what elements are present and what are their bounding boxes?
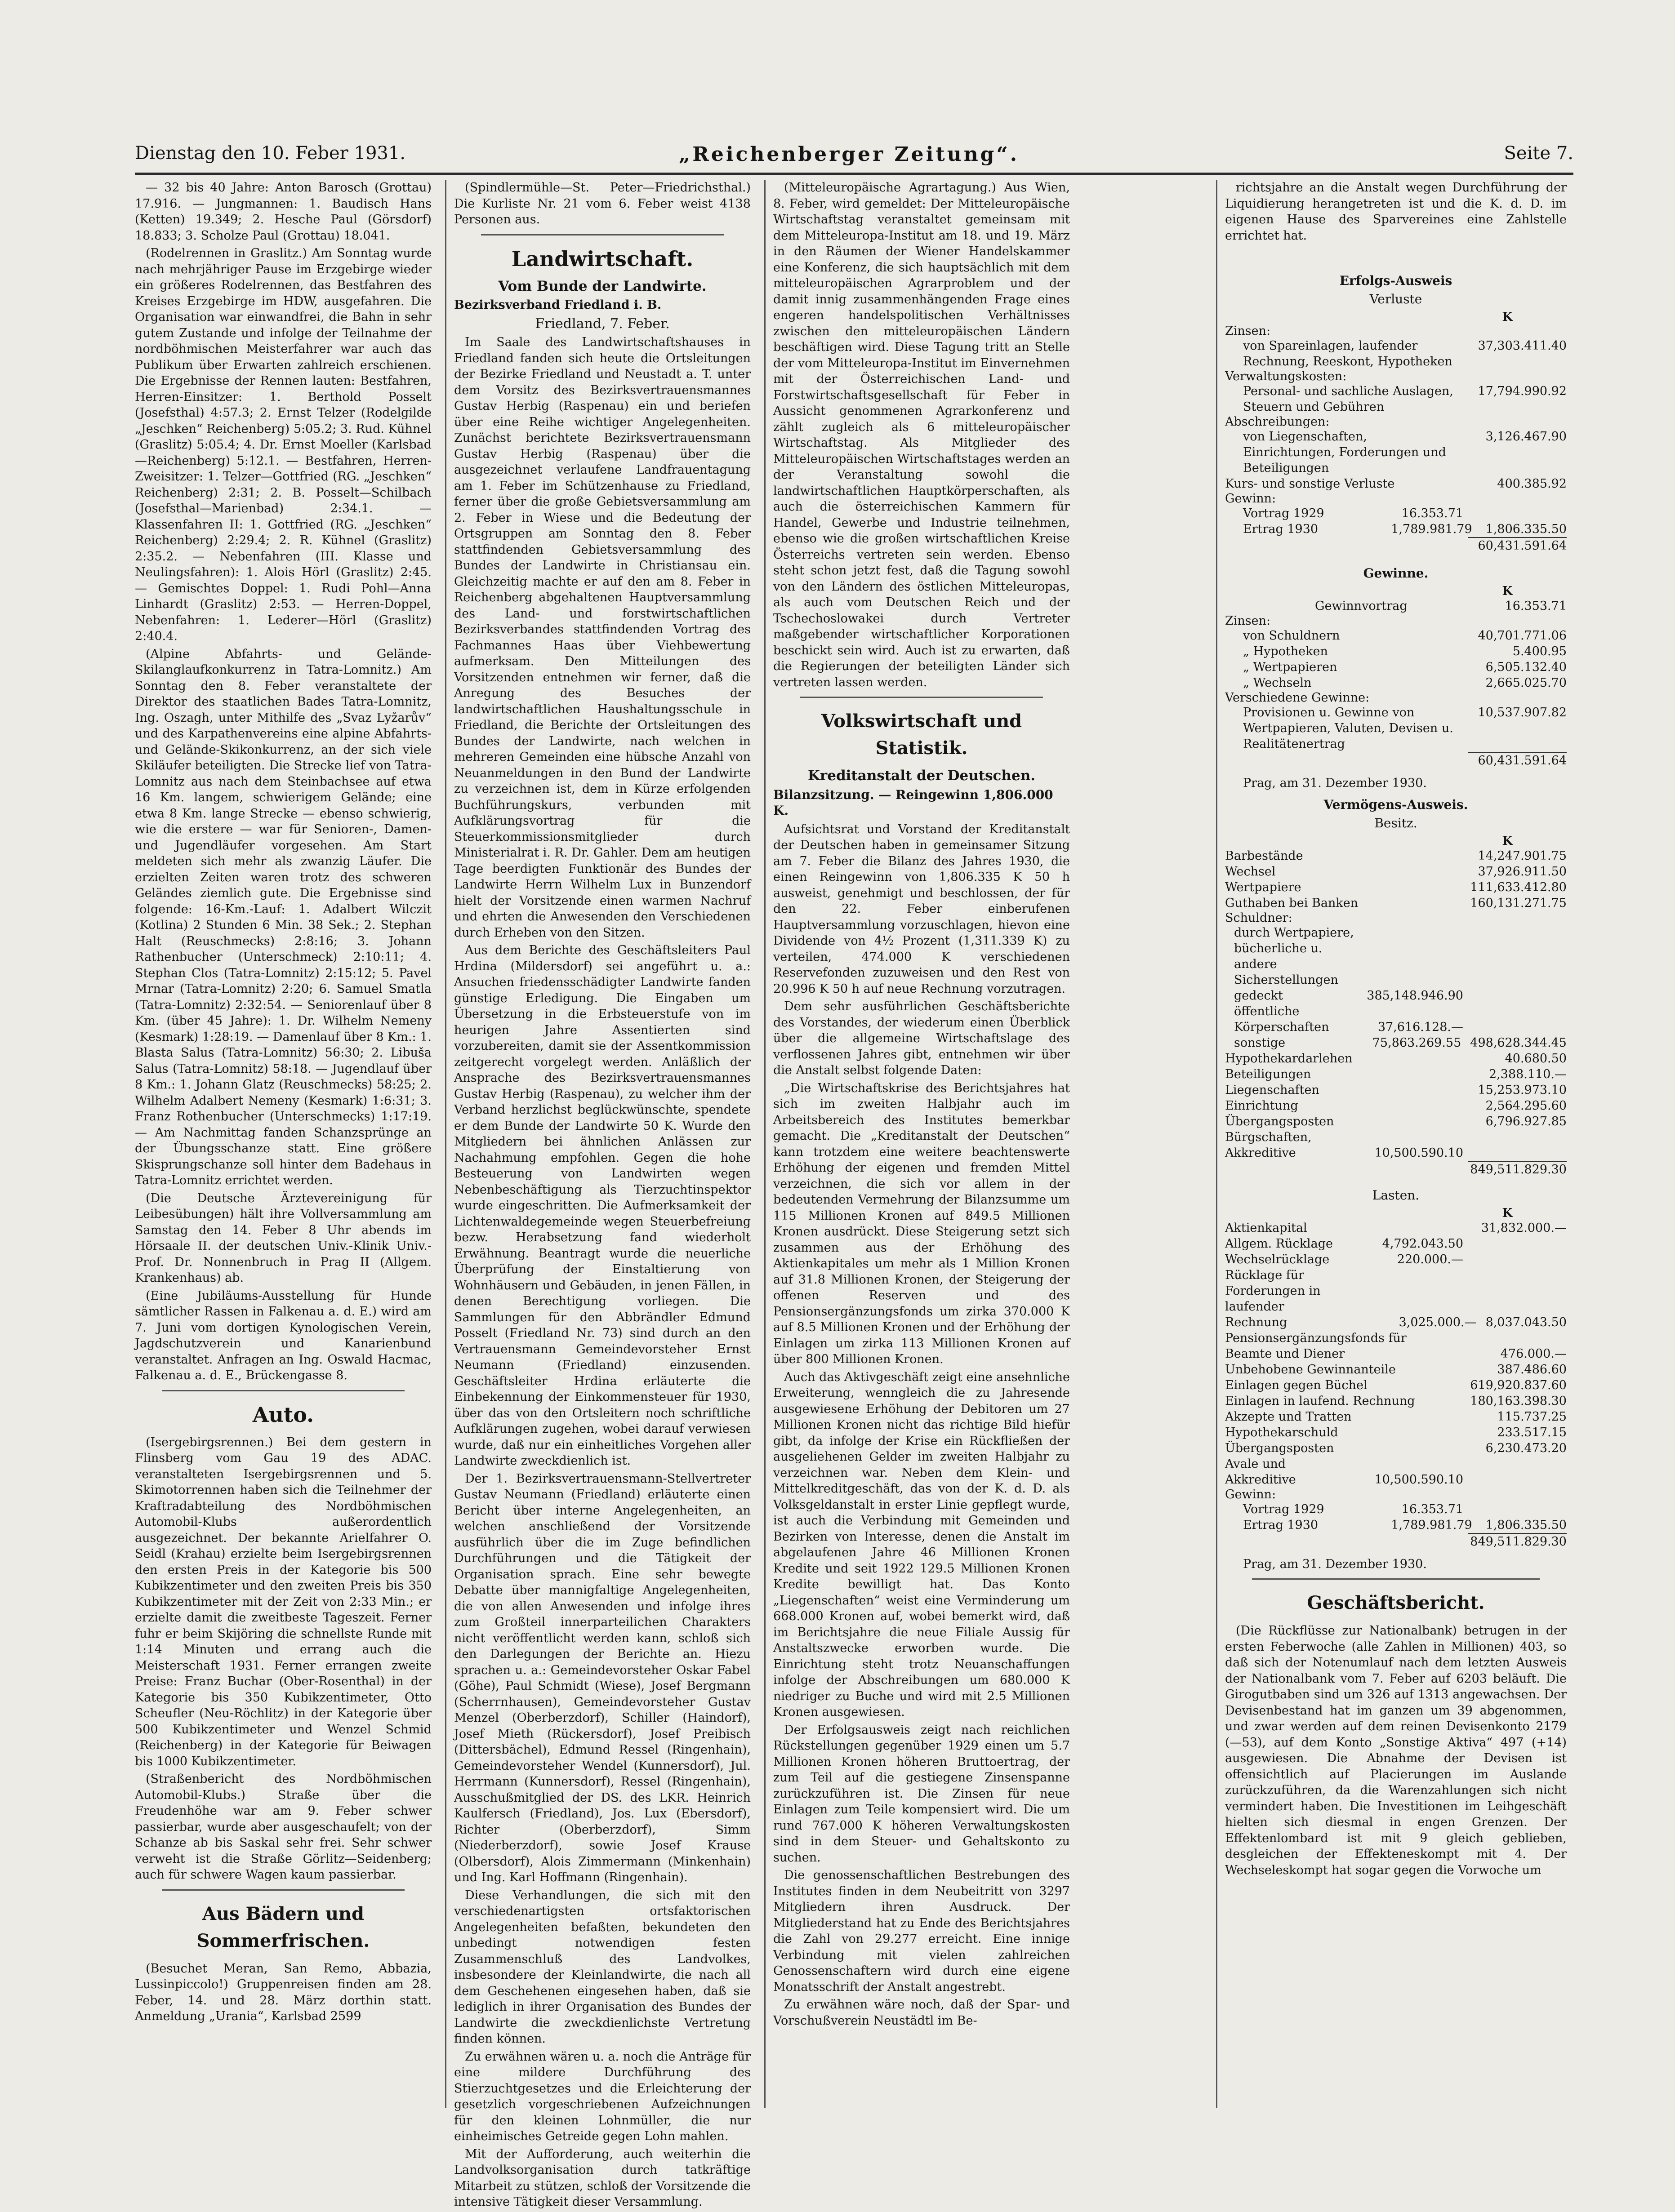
article-text: Zu erwähnen wäre noch, daß der Spar- und Vorschußverein Neustädtl im Be- xyxy=(773,1998,1070,2028)
section-heading-baeder: Aus Bädern und Sommerfrischen. xyxy=(196,1903,370,1951)
article-text: Im Saale des Landwirtschaftshauses in Friedland fanden sich heute die Ortsleitungen der Bezirke Friedland und Neustadt a. T. unter dem Vorsitz des Bezirksvertrauensmannes Gustav Herbig (Raspenau) ein und beriefen über eine Reihe wichtiger Angelegenheiten. Zunächst berichtete Bezirksvertrauensmann Gustav Herbig (Raspenau) über die ausgezeichnet verlaufene Landfrauentagung am 1. Feber im Schützenhause zu Friedland, ferner über die große Gebietsversammlung am 2. Feber in Wiese und die Bedeutung der Ortsgruppen am Sonntag den 8. Feber stattfindenden Gebietsversammlung des Bundes der Landwirte in Christiansau ein. Gleichzeitig machte er auf den am 8. Feber in Reichenberg abgehaltenen Hauptversammlung des Land- und forstwirtschaftlichen Bezirksverbandes stattfindenden Vortrag des Fachmannes Haas über Viehbewertung aufmerksam. Den Mitteilungen des Vorsitzenden entnehmen wir ferner, daß die Anregung des Besuches der landwirtschaftlichen Haushaltungsschule in Friedland, die Berichte der Ortsleitungen des Bundes der Landwirte, nach welchen in mehreren Gemeinden eine hübsche Anzahl von Neuanmeldungen in den Bund der Landwirte zu verzeichnen ist, dem in Kürze erfolgenden Buchführungskurs, verbunden mit Aufklärungsvortrag für die Steuerkommissionsmitglieder durch Ministerialrat i. R. Dr. Gahler. Dem am heutigen Tage beerdigten Funktionär des Bundes der Landwirte Herrn Wilhelm Lux in Bunzendorf hielt der Vorsitzende einen warmen Nachruf und ehrten die Anwesenden den Verschiedenen durch Erheben von den Sitzen. xyxy=(454,335,751,940)
subheading: Kreditanstalt der Deutschen. xyxy=(807,768,1036,784)
row-label: „ Wechseln xyxy=(1243,676,1312,690)
statement-subtitle: Verluste xyxy=(1369,292,1422,306)
header-title: „Reichenberger Zeitung“. xyxy=(679,143,1020,166)
statement-row xyxy=(1225,879,1567,895)
row-label: Gewinn: xyxy=(1225,1488,1276,1501)
statement-row xyxy=(1225,1098,1567,1114)
row-label: Hypothekarschuld xyxy=(1225,1426,1338,1439)
column-4 xyxy=(1225,180,1567,245)
statement-row xyxy=(1225,1220,1567,1236)
section-heading-landwirtschaft: Landwirtschaft. xyxy=(511,246,694,271)
row-value: 400.385.92 xyxy=(1497,477,1567,491)
statement-row xyxy=(1225,1377,1567,1393)
row-value: 3,025.000.— xyxy=(1399,1315,1477,1329)
dateline: Friedland, 7. Feber. xyxy=(535,315,670,332)
row-label: durch Wertpapiere, bücherliche u. andere Sicherstellungen gedeckt xyxy=(1234,926,1354,1003)
row-value: 476.000.— xyxy=(1500,1347,1567,1361)
row-label: Pensionsergänzungsfonds für Beamte und Diener xyxy=(1225,1331,1407,1361)
row-label: Verschiedene Gewinne: xyxy=(1225,691,1370,705)
row-value: 387.486.60 xyxy=(1497,1363,1567,1377)
statement-row xyxy=(1225,864,1567,879)
statement-row xyxy=(1225,598,1567,614)
row-label: „ Hypotheken xyxy=(1243,644,1328,658)
row-value: 16.353.71 xyxy=(1401,506,1463,520)
row-label: Ertrag 1930 xyxy=(1243,1518,1319,1532)
article-nationalbank: (Die Rückflüsse zur Nationalbank) betrugen in der ersten Feberwoche (alle Zahlen in Millionen) 403, so daß sich der Notenumlauf nach dem letzten Ausweis der Nationalbank vom 7. Feber auf 6203 beläuft. Die Girogutbaben sind um 326 auf 1313 angewachsen. Der Devisenbestand hat im ganzen um 39 abgenommen, und zwar werden auf dem reinen Devisenkonto 2179 (—53), auf dem Konto „Sonstige Aktiva“ 497 (+14) ausgewiesen. Die Abnahme der Devisen ist offensichtlich auf Placierungen im Auslande zurückzuführen, da die Warenzahlungen sich nicht vermindert haben. Die Investitionen im Leihgeschäft hielten sich diesmal in engen Grenzen. Der Effektenlombard ist mit 9 gleich geblieben, desgleichen der Effekteneskompt mit 4. Der Wechseleskompt hat sogar gegen die Vorwoche um xyxy=(1225,1624,1567,1877)
row-value: 6,505.132.40 xyxy=(1485,660,1567,674)
statement-row xyxy=(1225,1330,1567,1362)
statement-total: 849,511.829.30 xyxy=(1468,1533,1567,1550)
statement-title: Vermögens-Ausweis. xyxy=(1323,797,1468,812)
statement-row xyxy=(1225,1425,1567,1440)
statement-title: Erfolgs-Ausweis xyxy=(1339,273,1452,288)
row-value: 233.517.15 xyxy=(1497,1426,1567,1439)
financial-statement xyxy=(1225,270,1567,1878)
header-page-number: Seite 7. xyxy=(1504,143,1573,164)
section-heading-volkswirtschaft: Volkswirtschaft und Statistik. xyxy=(821,711,1022,759)
article-spindlermuehle: (Spindlermühle—St. Peter—Friedrichsthal.) Die Kurliste Nr. 21 vom 6. Feber weist 4138 Personen aus. xyxy=(454,181,751,227)
statement-row xyxy=(1225,1051,1567,1066)
article-text: Der 1. Bezirksvertrauensmann-Stellvertreter Gustav Neumann (Friedland) erläuterte einen Bericht über interne Angelegenheiten, an welchen anschließend der Vorsitzende ausführlich über die im Zuge befindlichen Durchführungen und die Tätigkeit der Organisation sprach. Eine sehr bewegte Debatte über mannigfaltige Angelegenheiten, die von allen Anwesenden und infolge ihres zum Großteil innerparteilichen Charakters nicht veröffentlicht werden kann, schloß sich den Darlegungen der Berichte an. Hiezu sprachen u. a.: Gemeindevorsteher Oskar Fabel (Göhe), Paul Schmidt (Wiese), Josef Bergmann (Scherrnhausen), Gemeindevorsteher Gustav Menzel (Oberberzdorf), Schiller (Haindorf), Josef Mieth (Rückersdorf), Josef Preibisch (Dittersbächel), Edmund Ressel (Ringenhain), Gemeindevorsteher Wendel (Kunnersdorf), Jul. Herrmann (Kunnersdorf), Ressel (Ringenhain), Ausschußmitglied der DS. des LKR. Heinrich Kaulfersch (Friedland), Jos. Lux (Ebersdorf), Richter (Oberberzdorf), Simm (Niederberzdorf), sowie Josef Krause (Olbersdorf), Alois Zimmermann (Minkenhain) und Ing. Karl Hoffmann (Ringenhain). xyxy=(454,1471,751,1884)
statement-total: 60,431.591.64 xyxy=(1468,537,1567,554)
statement-row xyxy=(1225,895,1567,911)
article-hundeausstellung: (Eine Jubiläums-Ausstellung für Hunde sämtlicher Rassen in Falkenau a. d. E.) wird am 7. Juni vom dortigen Kynologischen Verein, Jagdschutzverein und Kanarienbund veranstaltet. Anfragen an Ing. Oswald Hacmac, Falkenau a. d. E., Brückengasse 8. xyxy=(135,1288,432,1382)
row-value: 40,701.771.06 xyxy=(1478,629,1567,643)
row-label: Zinsen: xyxy=(1225,324,1271,338)
header-rule xyxy=(135,173,1573,175)
article-aerztevereinigung: (Die Deutsche Ärztevereinigung für Leibesübungen) hält ihre Vollversammlung am Samstag den 14. Feber 8 Uhr abends im Hörsaale II. der deutschen Univ.-Klinik Univ.-Prof. Dr. Nonnenbruch in Prag II (Allgem. Krankenhaus) ab. xyxy=(135,1191,432,1285)
row-value: 14,247.901.75 xyxy=(1478,849,1567,863)
row-value: 2,388.110.— xyxy=(1489,1067,1567,1081)
page-header xyxy=(135,143,1573,174)
currency-label: K xyxy=(1502,834,1513,848)
row-value: 10,537.907.82 xyxy=(1478,706,1567,720)
statement-row xyxy=(1225,1393,1567,1409)
row-label: Übergangsposten xyxy=(1225,1441,1334,1455)
article-text: Diese Verhandlungen, die sich mit den verschiedenartigsten ortsfaktorischen Angelegenheiten befaßten, bekundeten den unbedingt notwendigen festen Zusammenschluß des Landvolkes, insbesondere der Kleinlandwirte, die nach all dem Geschehenen eingesehen haben, daß sie lediglich in ihrer Organisation des Bundes der Landwirte die zweckdienlichste Vertretung finden können. xyxy=(454,1888,751,2046)
row-label: Allgem. Rücklage xyxy=(1225,1237,1333,1251)
statement-row xyxy=(1225,383,1567,415)
column-1 xyxy=(135,180,432,2026)
column-2 xyxy=(454,180,751,2212)
section-heading-geschaeftsbericht: Geschäftsbericht. xyxy=(1307,1592,1485,1613)
row-label: Aktienkapital xyxy=(1225,1221,1307,1235)
statement-row xyxy=(1225,1252,1567,1267)
row-label: Wertpapiere xyxy=(1225,880,1301,894)
row-label: Einlagen gegen Büchel xyxy=(1225,1378,1368,1392)
row-label: Einrichtung xyxy=(1225,1099,1298,1113)
subheading: Bezirksverband Friedland i. B. xyxy=(454,298,662,312)
article-text: Zu erwähnen wären u. a. noch die Anträge für eine mildere Durchführung des Stierzuchtgesetzes und die Erleichterung der gesetzlich vorgeschriebenen Aufzeichnungen für den kleinen Lohnmüller, die nur einheimisches Getreide gegen Lohn mahlen. xyxy=(454,2049,751,2143)
row-value: 8,037.043.50 xyxy=(1485,1315,1567,1329)
row-value: 619,920.837.60 xyxy=(1470,1378,1567,1392)
statement-signature: Prag, am 31. Dezember 1930. xyxy=(1243,1557,1427,1571)
statement-row xyxy=(1225,521,1567,537)
statement-row xyxy=(1225,705,1567,752)
row-value: 5.400.95 xyxy=(1512,644,1567,658)
article-text: Auch das Aktivgeschäft zeigt eine ansehnliche Erweiterung, wenngleich die zu Jahresende ausgewiesene Erhöhung der Debitoren um 27 Millionen Kronen nicht das richtige Bild hiefür gibt, da infolge der Krise ein Rückfließen der ausgeliehenen Gelder im zweiten Halbjahr zu verzeichnen war. Neben dem Klein- und Mittelkreditgeschäft, das von der K. d. D. als Volksgeldanstalt in erster Linie gepflegt wurde, ist auch die Verbindung mit Gemeinden und Bezirken von Interesse, denen die Anstalt im abgelaufenen Jahre 46 Millionen Kronen Kredite und seit 1922 129.5 Millionen Kronen Kredite bewilligt hat. Das Konto „Liegenschaften“ weist eine Verminderung um 668.000 Kronen auf, wobei bemerkt wird, daß im Berichtsjahre die neue Filiale Aussig für Anstaltszwecke erworben wurde. Die Einrichtung steht trotz Neuanschaffungen infolge der Abschreibungen um 680.000 K niedriger zu Buche und wird mit 2.5 Millionen Kronen ausgewiesen. xyxy=(773,1370,1070,1719)
row-label: Guthaben bei Banken xyxy=(1225,896,1359,910)
statement-row xyxy=(1225,1409,1567,1425)
article-text: Der Erfolgsausweis zeigt nach reichlichen Rückstellungen gegenüber 1929 einen um 5.7 Millionen Kronen höheren Bruttoertrag, der zum Teil auf die gestiegene Zinsenspanne zurückzuführen ist. Die Zinsen für neue Einlagen zum Teile kompensiert wird. Die um rund 767.000 K höheren Verwaltungskosten sind in dem Steuer- und Gehaltskonto zu suchen. xyxy=(773,1723,1070,1865)
section-heading-auto: Auto. xyxy=(252,1402,314,1427)
article-text: „Die Wirtschaftskrise des Berichtsjahres hat sich im zweiten Halbjahr auch im Arbeitsbereich des Institutes bemerkbar gemacht. Die „Kreditanstalt der Deutschen“ kann trotzdem eine weitere beachtenswerte Erhöhung der eigenen und fremden Mittel verzeichnen, die sich vor allem in der bedeutenden Vermehrung der Bilanzsumme um 115 Millionen Kronen auf 849.5 Millionen Kronen ausdrückt. Diese Steigerung setzt sich zusammen aus der Erhöhung des Aktienkapitales um mehr als 1 Million Kronen auf 31.8 Millionen Kronen, der Steigerung der offenen Reserven und des Pensionsergänzungsfonds um zirka 370.000 K auf 8.5 Millionen Kronen und der Erhöhung der Einlagen um zirka 113 Millionen Kronen auf über 800 Millionen Kronen. xyxy=(773,1081,1070,1366)
subheading: Vom Bunde der Landwirte. xyxy=(498,278,707,294)
statement-row xyxy=(1225,476,1567,492)
article-text: Aus dem Berichte des Geschäftsleiters Paul Hrdina (Mildersdorf) sei angeführt u. a.: Ansuchen friedensschädigter Landwirte fanden günstige Erledigung. Die Eingaben um Übersetzung in die Erbsteuerstufe von im heurigen Jahre Assentierten sind vorzubereiten, damit sie der Assentkommission zeitgerecht vorgelegt werden. Anläßlich der Ansprache des Bezirksvertrauensmannes Gustav Herbig (Raspenau), zu welcher ihm der Verband herzlichst beglückwünschte, spendete er dem Bunde der Landwirte 50 K. Wurde den Mitgliedern bei ähnlichen Anlässen zur Nachahmung empfohlen. Gegen die hohe Besteuerung von Landwirten wegen Nebenbeschäftigung als Tierzuchtinspektor wurde eingeschritten. Die Aufmerksamkeit der Lichtenwaldegemeinde wegen Steuerbefreiung bezw. Herabsetzung fand wiederholt Erwähnung. Beantragt wurde die neuerliche Überprüfung der Einstaltierung von Wohnhäusern und Gebäuden, in jenen Fällen, in denen Berechtigung vorliegen. Die Sammlungen für den Abbrändler Edmund Posselt (Friedland Nr. 73) sind durch an den Vertrauensmann Gemeindevorsteher Ernst Neumann (Friedland) einzusenden. Geschäftsleiter Hrdina erläuterte die Einbekennung der Einkommensteuer für 1930, über das von den Ortsleitern noch schriftliche Aufklärungen zugehen, wobei darauf verwiesen wurde, daß nur ein einheitliches Vorgehen aller Landwirte zweckdienlich ist. xyxy=(454,943,751,1468)
statement-total: 849,511.829.30 xyxy=(1468,1161,1567,1178)
row-value: 10,500.590.10 xyxy=(1374,1473,1463,1487)
statement-row xyxy=(1225,848,1567,864)
statement-row xyxy=(1225,1456,1567,1488)
row-value: 37,303.411.40 xyxy=(1478,339,1567,353)
statement-subtitle: Lasten. xyxy=(1372,1188,1420,1203)
section-divider xyxy=(162,1390,405,1391)
subheading: Bilanzsitzung. — Reingewinn 1,806.000 K. xyxy=(773,787,1053,818)
row-label: Provisionen u. Gewinne von Wertpapieren, Valuten, Devisen u. Realitätenertrag xyxy=(1243,706,1453,751)
statement-row xyxy=(1225,1004,1567,1035)
row-value: 37,616.128.— xyxy=(1377,1020,1463,1034)
statement-signature: Prag, am 31. Dezember 1930. xyxy=(1243,776,1427,790)
row-value: 75,863.269.55 xyxy=(1372,1036,1461,1050)
row-value: 160,131.271.75 xyxy=(1470,896,1567,910)
statement-row xyxy=(1225,1066,1567,1082)
row-value: 31,832.000.— xyxy=(1481,1221,1567,1235)
statement-row xyxy=(1225,506,1567,521)
row-label: Gewinn: xyxy=(1225,492,1276,506)
article-isergebirgsrennen: (Isergebirgsrennen.) Bei dem gestern in Flinsberg vom Gau 19 des ADAC. veranstalteten Isergebirgsrennen und 5. Skimotorrennen haben sich die Teilnehmer der Kraftradabteilung des Nordböhmischen Automobil-Klubs außerordentlich ausgezeichnet. Der bekannte Arielfahrer O. Seidl (Krahau) erzielte beim Isergebirgsrennen den ersten Preis in der Kategorie bis 500 Kubikzentimeter und den zweiten Preis bis 350 Kubikzentimeter mit der Zeit von 2:33 Min.; er erzielte damit die zweitbeste Tageszeit. Ferner fuhr er beim Skijöring die schnellste Runde mit 1:14 Minuten und errang auch die Meisterschaft 1931. Ferner errangen zweite Preise: Franz Buchar (Ober-Rosenthal) in der Kategorie bis 350 Kubikzentimeter, Otto Scheufler (Neu-Röchlitz) in der Kategorie über 500 Kubikzentimeter und Wenzel Schmid (Reichenberg) in der Kategorie für Beiwagen bis 1000 Kubikzentimeter. xyxy=(135,1435,432,1768)
statement-row xyxy=(1225,644,1567,659)
statement-row xyxy=(1225,675,1567,691)
row-label: Kurs- und sonstige Verluste xyxy=(1225,477,1395,491)
statement-row xyxy=(1225,1362,1567,1377)
row-value: 17,794.990.92 xyxy=(1478,384,1567,398)
statement-row xyxy=(1225,1082,1567,1098)
row-label: Übergangsposten xyxy=(1225,1115,1334,1128)
row-label: von Liegenschaften, Einrichtungen, Forderungen und Beteiligungen xyxy=(1243,430,1446,475)
row-label: Gewinnvortrag xyxy=(1315,599,1408,613)
statement-row xyxy=(1225,338,1567,369)
row-value: 2,564.295.60 xyxy=(1485,1099,1567,1113)
section-divider xyxy=(162,1889,405,1891)
statement-row xyxy=(1225,1236,1567,1252)
row-label: Beteiligungen xyxy=(1225,1067,1311,1081)
article-text: Die genossenschaftlichen Bestrebungen des Institutes finden in dem Neubeitritt von 3297 Mitgliedern ihren Ausdruck. Der Mitgliederstand hat zu Ende des Berichtsjahres die Zahl von 29.277 erreicht. Eine innige Verbindung mit vielen zahlreichen Genossenschaftern wird durch eine eigene Monatsschrift der Anstalt angestrebt. xyxy=(773,1868,1070,1994)
section-divider xyxy=(481,234,724,235)
section-divider xyxy=(1252,1578,1540,1580)
row-label: Ertrag 1930 xyxy=(1243,522,1319,536)
statement-row xyxy=(1225,1440,1567,1456)
row-value: 111,633.412.80 xyxy=(1470,880,1567,894)
row-label: Wechsel xyxy=(1225,865,1276,879)
row-label: sonstige xyxy=(1234,1036,1286,1050)
row-label: Verwaltungskosten: xyxy=(1225,369,1347,383)
article-tatra-lomnitz: (Alpine Abfahrts- und Gelände-Skilanglaufkonkurrenz in Tatra-Lomnitz.) Am Sonntag den 8. Feber veranstaltete der Direktor des staatlichen Bades Tatra-Lomnitz, Ing. Oszagh, unter Mithilfe des „Svaz Lyžarův“ und des Karpathenvereins eine alpine Abfahrts- und Gelände-Skikonkurrenz, an der sich viele Skiläufer beteiligten. Die Strecke lief von Tatra-Lomnitz aus nach dem Steinbachsee auf etwa 16 Km. langem, schwierigem Gelände; eine etwa 8 Km. lange Strecke — ebenso schwierig, wie die erstere — war für Senioren-, Damen- und Jugendläufer vorgesehen. Am Start meldeten sich mehr als zwanzig Läufer. Die erzielten Zeiten waren trotz des schweren Geländes ziemlich gute. Die Ergebnisse sind folgende: 16-Km.-Lauf: 1. Adalbert Wilczit (Kotlina) 2 Stunden 6 Min. 38 Sek.; 2. Stephan Halt (Reuschmecks) 2:8:16; 3. Johann Rathenbucher (Unterschmeck) 2:10:11; 4. Stephan Clos (Tatra-Lomnitz) 2:15:12; 5. Pavel Mrnar (Tatra-Lomnitz) 2:20; 6. Samuel Smatla (Tatra-Lomnitz) 2:32:54. — Seniorenlauf über 8 Km. (über 45 Jahre): 1. Dr. Wilhelm Nemeny (Kesmark) 1:28:19. — Damenlauf über 8 Km.: 1. Blasta Salus (Tatra-Lomnitz) 56:30; 2. Libuša Salus (Tatra-Lomnitz) 58:18. — Jugendlauf über 8 Km.: 1. Johann Glatz (Reuschmecks) 58:25; 2. Wilhelm Adalbert Nemeny (Kesmark) 1:6:31; 3. Franz Rothenbucher (Unterschmecks) 1:17:19. — Am Nachmittag fanden Schanzsprünge an der Übungsschanze statt. Eine größere Skisprungschanze soll hinter dem Badehaus in Tatra-Lomnitz errichtet werden. xyxy=(135,647,432,1187)
statement-row xyxy=(1225,1501,1567,1517)
row-label: Barbestände xyxy=(1225,849,1303,863)
statement-subtitle: Gewinne. xyxy=(1363,566,1429,581)
statement-row xyxy=(1225,628,1567,644)
row-value: 220.000.— xyxy=(1397,1253,1463,1266)
row-value: 16.353.71 xyxy=(1401,1502,1463,1516)
row-label: Personal- und sachliche Auslagen, Steuern und Gebühren xyxy=(1243,384,1453,414)
row-label: Wechselrücklage xyxy=(1225,1253,1330,1266)
article-rodelrennen: (Rodelrennen in Graslitz.) Am Sonntag wurde nach mehrjähriger Pause im Erzgebirge wieder ein größeres Rodelrennen, das Bestfahren des Kreises Erzgebirge im HDW, ausgefahren. Die Organisation war einwandfrei, die Bahn in sehr gutem Zustande und infolge der Teilnahme der nordböhmischen Meisterfahrer war auch das Publikum über Erwarten zahlreich erschienen. Die Ergebnisse der Rennen lauten: Bestfahren, Herren-Einsitzer: 1. Berthold Posselt (Josefsthal) 4:57.3; 2. Ernst Telzer (Rodelgilde „Jeschken“ Reichenberg) 5:05.2; 3. Rud. Kühnel (Graslitz) 5:05.4; 4. Dr. Ernst Moeller (Karlsbad—Reichenberg) 5:12.1. — Bestfahren, Herren-Zweisitzer: 1. Telzer—Gottfried (RG. „Jeschken“ Reichenberg) 2:31; 2. B. Posselt—Schilbach (Josefsthal—Marienbad) 2:34.1. — Klassenfahren II: 1. Gottfried (RG. „Jeschken“ Reichenberg) 2:29.4; 2. R. Kühnel (Graslitz) 2:35.2. — Nebenfahren (III. Klasse und Neulingsfahren): 1. Alois Hörl (Graslitz) 2:45. — Gemischtes Doppel: 1. Rudi Pohl—Anna Linhardt (Graslitz) 2:53. — Herren-Doppel, Nebenfahren: 1. Lederer—Hörl (Graslitz) 2:40.4. xyxy=(135,246,432,643)
row-label: Schuldner: xyxy=(1225,911,1292,925)
row-label: Akzepte und Tratten xyxy=(1225,1410,1352,1424)
row-value: 1,806.335.50 xyxy=(1485,1518,1567,1532)
article-text: Mit der Aufforderung, auch weiterhin die Landvolksorganisation durch tatkräftige Mitarbeit zu stützen, schloß der Vorsitzende die intensive Tätigkeit dieser Versammlung. xyxy=(454,2147,751,2209)
statement-row xyxy=(1225,925,1567,1004)
row-value: 115.737.25 xyxy=(1497,1410,1567,1424)
row-value: 40.680.50 xyxy=(1505,1052,1567,1066)
row-value: 3,126.467.90 xyxy=(1485,430,1567,444)
section-divider xyxy=(800,697,1043,698)
row-label: Liegenschaften xyxy=(1225,1083,1319,1097)
column-3 xyxy=(773,180,1070,2030)
row-value: 180,163.398.30 xyxy=(1470,1394,1567,1408)
row-label: Hypothekardarlehen xyxy=(1225,1052,1353,1066)
row-value: 1,806.335.50 xyxy=(1485,522,1567,536)
row-value: 10,500.590.10 xyxy=(1374,1146,1463,1160)
row-label: Bürgschaften, Akkreditive xyxy=(1225,1130,1312,1160)
article-agrartagung: (Mitteleuropäische Agrartagung.) Aus Wien, 8. Feber, wird gemeldet: Der Mitteleuropäische Wirtschaftstag veranstaltet gemeinsam mit dem Mitteleuropa-Institut am 18. und 19. März in den Räumen der Wiener Handelskammer eine Konferenz, die sich hauptsächlich mit dem mitteleuropäischen Agrarproblem und der damit innig zusammenhängenden Frage eines engeren handelspolitischen Verhältnisses zwischen den mitteleuropäischen Ländern beschäftigen wird. Diese Tagung tritt an Stelle der vom Mitteleuropa-Institut im Einvernehmen mit der Österreichischen Land- und Forstwirtschaftsgesellschaft für Feber in Aussicht genommenen Agrarkonferenz und zählt zugleich als 6 mitteleuropäischer Wirtschaftstag. Als Mitglieder des Mitteleuropäischen Wirtschaftstages werden an der Veranstaltung sowohl die landwirtschaftlichen Hauptkörperschaften, als auch die österreichischen Kammern für Handel, Gewerbe und Industrie teilnehmen, ebenso wie die großen wirtschaftlichen Kreise Österreichs vertreten sein werden. Ebenso steht schon jetzt fest, daß die Tagung sowohl von den Ländern des östlichen Mitteleuropas, als auch vom Deutschen Reich und der Tschechoslowakei durch Vertreter maßgebender wirtschaftlicher Korporationen beschickt sein wird. Auch ist zu erwarten, daß die Regierungen der beteiligten Länder sich vertreten lassen werden. xyxy=(773,181,1070,689)
row-value: 1,789.981.79 xyxy=(1391,1518,1472,1532)
row-value: 16.353.71 xyxy=(1505,599,1567,613)
column-separator xyxy=(764,180,766,2108)
statement-row xyxy=(1225,1114,1567,1129)
statement-row xyxy=(1225,659,1567,675)
article-text: richtsjahre an die Anstalt wegen Durchführung der Liquidierung herangetreten ist und die K. d. D. im eigenen Hause des Sparvereines eine Zahlstelle errichtet hat. xyxy=(1225,181,1567,243)
statement-row xyxy=(1225,429,1567,476)
row-value: 498,628.344.45 xyxy=(1470,1036,1567,1050)
currency-label: K xyxy=(1502,1206,1513,1220)
column-separator xyxy=(1216,180,1217,2108)
article-gruppenreisen: (Besuchet Meran, San Remo, Abbazia, Lussinpiccolo!) Gruppenreisen finden am 28. Feber, 14. und 28. März dorthin statt. Anmeldung „Urania“, Karlsbad 2599 xyxy=(135,1961,432,2023)
column-separator xyxy=(445,180,446,2108)
row-label: „ Wertpapieren xyxy=(1243,660,1337,674)
row-label: Avale und Akkreditive xyxy=(1225,1457,1296,1487)
article-text: Dem sehr ausführlichen Geschäftsberichte des Vorstandes, der wiederum einen Überblick über die allgemeine Wirtschaftslage des verflossenen Jahres gibt, entnehmen wir über die Anstalt selbst folgende Daten: xyxy=(773,999,1070,1077)
currency-label: K xyxy=(1502,310,1513,324)
row-label: Einlagen in laufend. Rechnung xyxy=(1225,1394,1415,1408)
row-label: von Schuldnern xyxy=(1243,629,1340,643)
header-date: Dienstag den 10. Feber 1931. xyxy=(135,143,406,164)
article-text: Aufsichtsrat und Vorstand der Kreditanstalt der Deutschen haben in gemeinsamer Sitzung am 7. Feber die Bilanz des Jahres 1930, die einen Reingewinn von 1,806.335 K 50 h ausweist, genehmigt und beschlossen, der für den 22. Feber einberufenen Hauptversammlung vorzuschlagen, hievon eine Dividende von 4½ Prozent (1,311.339 K) zu verteilen, 474.000 K verschiedenen Reservefonden zuzuweisen und den Rest von 20.996 K 50 h auf neue Rechnung vorzutragen. xyxy=(773,822,1070,996)
statement-row xyxy=(1225,1517,1567,1533)
row-value: 2,665.025.70 xyxy=(1485,676,1567,690)
statement-total: 60,431.591.64 xyxy=(1468,752,1567,769)
row-label: Vortrag 1929 xyxy=(1243,506,1324,520)
row-value: 6,796.927.85 xyxy=(1485,1115,1567,1128)
row-label: Vortrag 1929 xyxy=(1243,1502,1324,1516)
row-value: 1,789.981.79 xyxy=(1391,522,1472,536)
article-text: — 32 bis 40 Jahre: Anton Barosch (Grottau) 17.916. — Jungmannen: 1. Baudisch Hans (Ketten) 19.349; 2. Hesche Paul (Görsdorf) 18.833; 3. Scholze Paul (Grottau) 18.041. xyxy=(135,181,432,243)
row-label: Unbehobene Gewinnanteile xyxy=(1225,1363,1396,1377)
statement-row xyxy=(1225,1267,1567,1330)
row-label: öffentliche Körperschaften xyxy=(1234,1004,1329,1034)
row-value: 4,792.043.50 xyxy=(1382,1237,1463,1251)
statement-row xyxy=(1225,1129,1567,1161)
statement-row xyxy=(1225,1035,1567,1051)
article-strassenbericht: (Straßenbericht des Nordböhmischen Automobil-Klubs.) Straße über die Freudenhöhe war am 9. Feber schwer passierbar, wurde aber ausgeschaufelt; von der Schanze ab bis Saskal sehr frei. Sehr schwer verweht ist die Straße Görlitz—Seidenberg; auch für schwere Wagen kaum passierbar. xyxy=(135,1772,432,1882)
row-value: 385,148.946.90 xyxy=(1367,989,1463,1003)
statement-subtitle: Besitz. xyxy=(1374,816,1417,831)
row-value: 37,926.911.50 xyxy=(1478,865,1567,879)
row-value: 15,253.973.10 xyxy=(1478,1083,1567,1097)
currency-label: K xyxy=(1502,584,1513,598)
row-value: 6,230.473.20 xyxy=(1485,1441,1567,1455)
row-label: von Spareinlagen, laufender Rechnung, Reeskont, Hypotheken xyxy=(1243,339,1452,369)
row-label: Zinsen: xyxy=(1225,614,1271,628)
row-label: Abschreibungen: xyxy=(1225,415,1330,429)
row-label: Rücklage für Forderungen in laufender Rechnung xyxy=(1225,1268,1321,1329)
